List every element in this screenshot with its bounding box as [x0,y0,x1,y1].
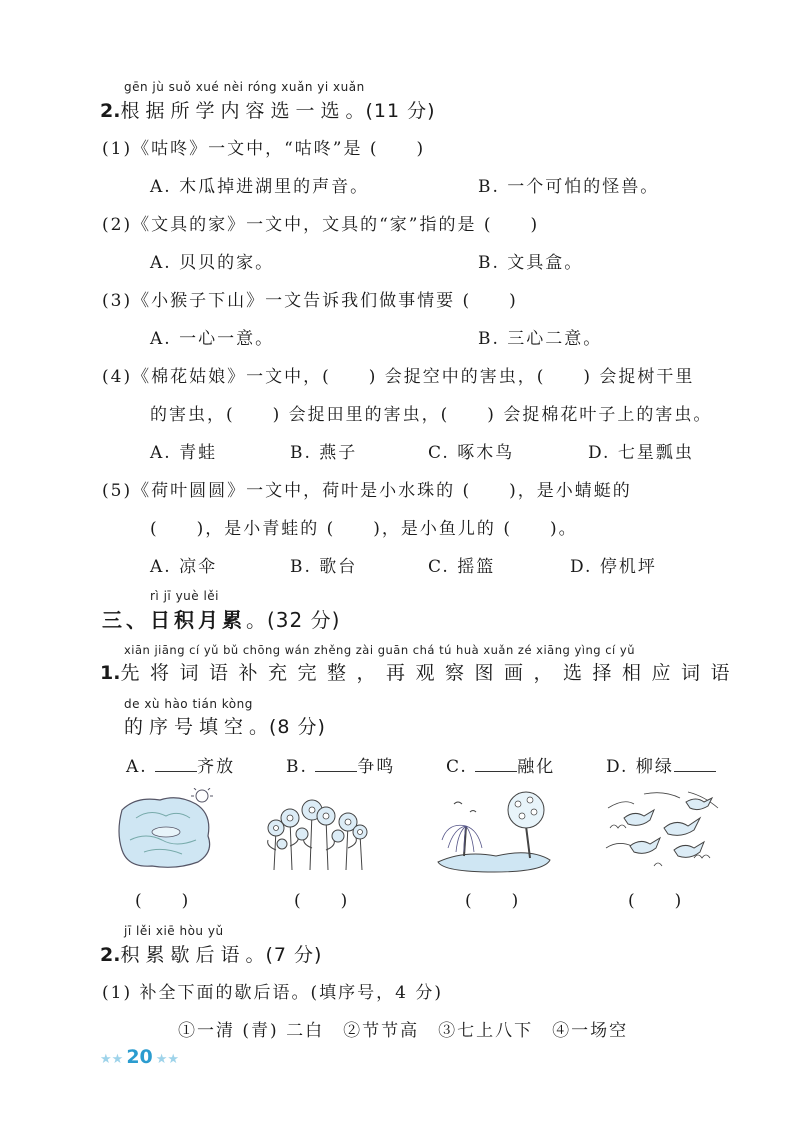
s3q1-line1-text: 先将词语补充完整，再观察图画，选择相应词语 [120,662,740,684]
question-stem: (4)《棉花姑娘》一文中，( ) 会捉空中的害虫，( ) 会捉树干里 [102,367,695,387]
s3q1-pinyin-1: xiān jiāng cí yǔ bǔ chōng wán zhěng zài guān chá tú huà xuǎn zé xiāng yìng cí yǔ [124,643,635,657]
word-item [126,752,235,777]
section3-pinyin: rì jī yuè lěi [150,589,220,603]
option-a[interactable]: A. 贝贝的家。 [150,253,275,273]
page-number: 20 [126,1046,153,1068]
option-b[interactable]: B. 三心二意。 [478,329,603,349]
s3q1-line2 [124,712,326,739]
option-b[interactable]: B. 文具盒。 [478,253,584,273]
s3q1-line2-text: 的序号填空 [124,716,250,738]
s3q1-line1 [100,658,740,685]
q2-score: 。(11 分) [345,100,436,122]
s3q2-number: 2. [100,944,121,966]
s3q2-sub1: (1) 补全下面的歇后语。(填序号，4 分) [102,983,443,1003]
s3q2-pinyin: jī lěi xiē hòu yǔ [124,924,224,938]
option-c[interactable]: C. 摇篮 [428,557,496,577]
word-text: 争鸣 [357,757,396,777]
word-blank[interactable] [315,757,357,772]
word-item [286,752,395,777]
section3-heading [102,604,340,633]
melting-ice-picture [116,788,216,872]
question-stem: (1)《咕咚》一文中，“咕咚”是 ( ) [102,139,426,159]
question-stem: (3)《小猴子下山》一文告诉我们做事情要 ( ) [102,291,518,311]
word-label: D. [606,757,629,777]
answer-paren[interactable]: ( ) [135,891,191,911]
question-stem-cont: ( )，是小青蛙的 ( )，是小鱼儿的 ( )。 [150,519,578,539]
s3q2-title: 积累歇后语 [120,944,246,966]
word-item [446,752,555,777]
option-d[interactable]: D. 七星瓢虫 [588,443,694,463]
answer-paren[interactable]: ( ) [294,891,350,911]
option-a[interactable]: A. 凉伞 [150,557,218,577]
q2-pinyin: gēn jù suǒ xué nèi róng xuǎn yi xuǎn [124,80,365,94]
q2-heading [100,96,436,123]
option-a[interactable]: A. 青蛙 [150,443,218,463]
option-b[interactable]: B. 燕子 [290,443,358,463]
option-d[interactable]: D. 停机坪 [570,557,657,577]
option-a[interactable]: A. 一心一意。 [150,329,275,349]
s3q2-score: 。(7 分) [245,944,323,966]
section3-title: 三、日积月累 [102,608,246,632]
willow-tree-picture [434,786,554,874]
word-blank[interactable] [155,757,197,772]
word-text: 齐放 [197,757,236,777]
s3q1-score: 。(8 分) [249,716,326,738]
section3-score: 。(32 分) [246,608,341,632]
word-blank[interactable] [674,757,716,772]
word-label: B. [286,757,308,777]
s3q1-pinyin-2: de xù hào tián kòng [124,697,253,711]
birds-picture [604,788,722,874]
word-text: 融化 [517,757,556,777]
flowers-picture [262,790,372,872]
option-a[interactable]: A. 木瓜掉进湖里的声音。 [150,177,370,197]
option-b[interactable]: B. 歌台 [290,557,358,577]
option-b[interactable]: B. 一个可怕的怪兽。 [478,177,660,197]
word-label: A. [126,757,148,777]
option-c[interactable]: C. 啄木鸟 [428,443,515,463]
word-blank[interactable] [475,757,517,772]
question-stem: (2)《文具的家》一文中，文具的“家”指的是 ( ) [102,215,540,235]
s3q1-number: 1. [100,662,121,684]
s3q2-heading [100,940,322,967]
page-footer [100,1046,179,1068]
question-stem: (5)《荷叶圆圆》一文中，荷叶是小水珠的 ( )，是小蜻蜓的 [102,481,632,501]
answer-paren[interactable]: ( ) [628,891,684,911]
word-label: C. [446,757,468,777]
word-item [606,752,716,777]
word-text: 柳绿 [635,757,674,777]
answer-paren[interactable]: ( ) [465,891,521,911]
q2-title: 根据所学内容选一选 [120,100,346,122]
q2-number: 2. [100,100,121,122]
star-icon: ★★ [100,1052,124,1067]
question-stem-cont: 的害虫，( ) 会捉田里的害虫，( ) 会捉棉花叶子上的害虫。 [150,405,713,425]
star-icon: ★★ [155,1052,180,1067]
s3q2-choices: ①一清 (青) 二白 ②节节高 ③七上八下 ④一场空 [178,1021,629,1041]
